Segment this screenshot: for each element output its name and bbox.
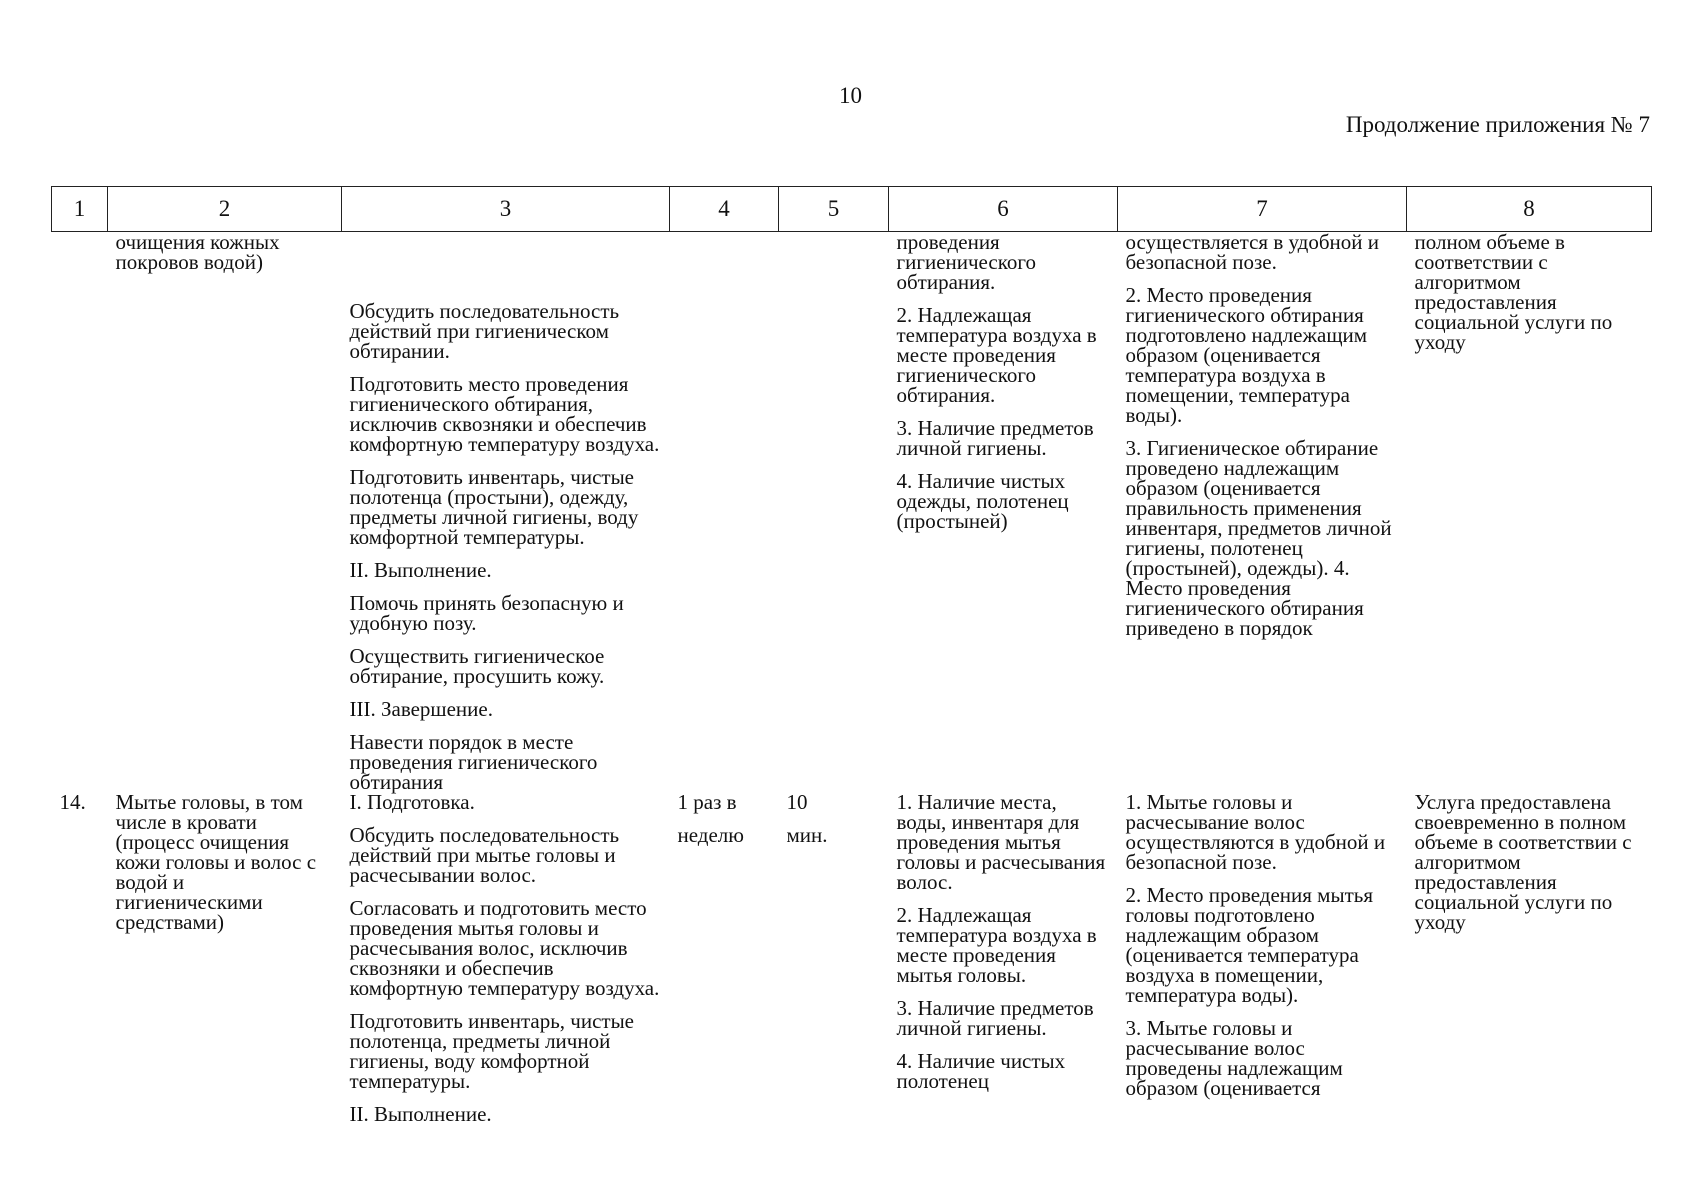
action-paragraph: II. Выполнение. bbox=[349, 558, 492, 582]
action-paragraph: I. Подготовка. bbox=[349, 790, 475, 814]
action-paragraph: Помочь принять безопасную и удобную позу. bbox=[349, 591, 624, 635]
action-paragraph: Подготовить место проведения гигиенического обтирания, исключив сквозняки и обеспечив комфортную температуру воздуха. bbox=[349, 372, 660, 456]
column-header-2: 2 bbox=[108, 187, 342, 232]
page-number: 10 bbox=[839, 83, 862, 108]
service-actions bbox=[342, 232, 670, 793]
column-header-7: 7 bbox=[1118, 187, 1407, 232]
row-number: 14. bbox=[59, 790, 86, 814]
service-name: очищения кожных покровов водой) bbox=[115, 230, 280, 274]
frequency-line: неделю bbox=[677, 823, 744, 847]
condition-paragraph: 3. Наличие предметов личной гигиены. bbox=[896, 416, 1094, 460]
service-duration bbox=[779, 792, 889, 1124]
service-result: полном объеме в соответствии с алгоритмом предоставления социальной услуги по уходу bbox=[1414, 230, 1613, 354]
duration-line: 10 bbox=[786, 790, 808, 814]
column-header-1: 1 bbox=[52, 187, 108, 232]
condition-paragraph: 1. Наличие места, воды, инвентаря для проведения мытья головы и расчесывания волос. bbox=[896, 790, 1106, 894]
service-conditions bbox=[889, 232, 1118, 793]
quality-paragraph: 1. Мытье головы и расчесывание волос осуществляются в удобной и безопасной позе. bbox=[1125, 790, 1386, 874]
service-actions bbox=[342, 792, 670, 1124]
duration-line: мин. bbox=[786, 823, 828, 847]
services-table bbox=[51, 186, 1652, 1124]
action-paragraph: Обсудить последовательность действий при гигиеническом обтирании. bbox=[349, 299, 620, 363]
column-header-6: 6 bbox=[889, 187, 1118, 232]
service-quality-indicators bbox=[1118, 232, 1407, 793]
service-frequency bbox=[670, 792, 779, 1124]
header-row bbox=[52, 187, 1652, 232]
action-paragraph: Обсудить последовательность действий при мытье головы и расчесывании волос. bbox=[349, 823, 620, 887]
service-duration bbox=[779, 232, 889, 793]
service-result: Услуга предоставлена своевременно в полном объеме в соответствии с алгоритмом предоставления социальной услуги по уходу bbox=[1414, 790, 1632, 934]
quality-paragraph: 2. Место проведения гигиенического обтирания подготовлено надлежащим образом (оценивается температура воздуха в помещении, температура воды). bbox=[1125, 283, 1368, 427]
table-row bbox=[52, 792, 1652, 1124]
quality-paragraph: осуществляется в удобной и безопасной позе. bbox=[1125, 230, 1380, 274]
service-frequency bbox=[670, 232, 779, 793]
action-paragraph: Подготовить инвентарь, чистые полотенца (простыни), одежду, предметы личной гигиены, воду комфортной температуры. bbox=[349, 465, 639, 549]
service-quality-indicators bbox=[1118, 792, 1407, 1124]
service-conditions bbox=[889, 792, 1118, 1124]
column-header-4: 4 bbox=[670, 187, 779, 232]
action-paragraph: Подготовить инвентарь, чистые полотенца, предметы личной гигиены, воду комфортной температуры. bbox=[349, 1009, 635, 1093]
row-number bbox=[52, 232, 108, 793]
quality-paragraph: 2. Место проведения мытья головы подготовлено надлежащим образом (оценивается температура воздуха в помещении, температура воды). bbox=[1125, 883, 1373, 1007]
frequency-line: 1 раз в bbox=[677, 790, 737, 814]
quality-paragraph: 3. Гигиеническое обтирание проведено надлежащим образом (оценивается правильность применения инвентаря, предметов личной гигиены, полотенец (простыней), одежды). 4. Место проведения гигиенического обтирания приведено в порядок bbox=[1125, 436, 1392, 640]
action-paragraph: III. Завершение. bbox=[349, 697, 493, 721]
action-paragraph: II. Выполнение. bbox=[349, 1102, 492, 1126]
service-name: Мытье головы, в том числе в кровати (процесс очищения кожи головы и волос с водой и гигиеническими средствами) bbox=[115, 790, 317, 934]
column-header-3: 3 bbox=[342, 187, 670, 232]
condition-paragraph: 4. Наличие чистых полотенец bbox=[896, 1049, 1066, 1093]
condition-paragraph: 3. Наличие предметов личной гигиены. bbox=[896, 996, 1094, 1040]
action-paragraph: Навести порядок в месте проведения гигиенического обтирания bbox=[349, 730, 598, 794]
column-header-8: 8 bbox=[1407, 187, 1652, 232]
condition-paragraph: 2. Надлежащая температура воздуха в месте проведения мытья головы. bbox=[896, 903, 1097, 987]
table-row bbox=[52, 232, 1652, 793]
quality-paragraph: 3. Мытье головы и расчесывание волос проведены надлежащим образом (оценивается bbox=[1125, 1016, 1343, 1100]
condition-paragraph: 2. Надлежащая температура воздуха в месте проведения гигиенического обтирания. bbox=[896, 303, 1097, 407]
action-paragraph: Осуществить гигиеническое обтирание, просушить кожу. bbox=[349, 644, 605, 688]
column-header-5: 5 bbox=[779, 187, 889, 232]
condition-paragraph: 4. Наличие чистых одежды, полотенец (простыней) bbox=[896, 469, 1069, 533]
appendix-continuation-note: Продолжение приложения № 7 bbox=[1345, 112, 1650, 137]
action-paragraph: Согласовать и подготовить место проведения мытья головы и расчесывания волос, исключив сквозняки и обеспечив комфортную температуру воздуха. bbox=[349, 896, 660, 1000]
condition-paragraph: проведения гигиенического обтирания. bbox=[896, 230, 1036, 294]
